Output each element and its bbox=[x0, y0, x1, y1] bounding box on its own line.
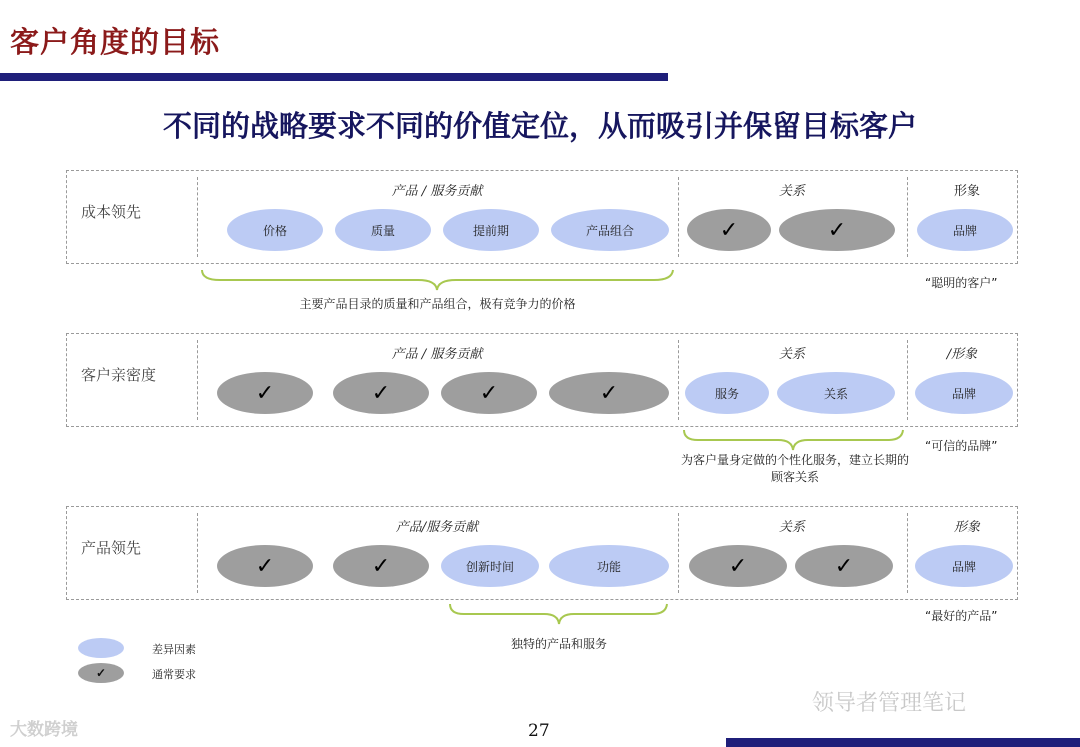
section-header-relation: 关系 bbox=[778, 347, 805, 362]
panel-quote: “最好的产品” bbox=[925, 609, 998, 623]
title-underline-bar bbox=[0, 73, 668, 81]
factor-pill: 提前期 bbox=[443, 209, 539, 251]
strategy-label: 产品领先 bbox=[81, 539, 142, 557]
checkmark-pill: ✓ bbox=[217, 372, 313, 414]
section-header-image: 形象 bbox=[953, 520, 980, 535]
strategy-label: 客户亲密度 bbox=[81, 366, 157, 384]
panel-note: 独特的产品和服务 bbox=[510, 637, 607, 651]
factor-pill: 品牌 bbox=[915, 372, 1013, 414]
divider bbox=[907, 177, 908, 257]
checkmark-pill: ✓ bbox=[441, 372, 537, 414]
checkmark-pill: ✓ bbox=[333, 545, 429, 587]
divider bbox=[678, 340, 679, 420]
section-header-image: 形象 bbox=[953, 184, 980, 199]
legend-diff-label: 差异因素 bbox=[152, 643, 196, 656]
checkmark-pill: ✓ bbox=[217, 545, 313, 587]
checkmark-pill: ✓ bbox=[779, 209, 895, 251]
bracket-icon bbox=[200, 268, 675, 292]
divider bbox=[197, 177, 198, 257]
note-line: 顾客关系 bbox=[770, 470, 819, 484]
bracket-icon bbox=[448, 602, 670, 626]
factor-pill: 关系 bbox=[777, 372, 895, 414]
legend-common-swatch: ✓ bbox=[78, 663, 124, 683]
panel-note bbox=[660, 452, 930, 486]
section-header-relation: 关系 bbox=[778, 184, 805, 199]
factor-pill: 产品组合 bbox=[551, 209, 669, 251]
checkmark-pill: ✓ bbox=[333, 372, 429, 414]
section-header-image: /形象 bbox=[946, 347, 978, 362]
watermark-left: 大数跨境 bbox=[10, 720, 78, 740]
checkmark-pill: ✓ bbox=[795, 545, 893, 587]
factor-pill: 质量 bbox=[335, 209, 431, 251]
panel-customer-intimacy bbox=[66, 333, 1018, 427]
footer-bar bbox=[726, 738, 1080, 747]
note-line: 为客户量身定做的个性化服务，建立长期的 bbox=[680, 453, 909, 467]
checkmark-pill: ✓ bbox=[549, 372, 669, 414]
panel-quote: “可信的品牌” bbox=[925, 439, 998, 453]
factor-pill: 品牌 bbox=[917, 209, 1013, 251]
section-header-relation: 关系 bbox=[778, 520, 805, 535]
legend-common-label: 通常要求 bbox=[152, 668, 196, 681]
section-header-product: 产品 / 服务贡献 bbox=[391, 184, 483, 199]
slide-title: 客户角度的目标 bbox=[10, 25, 221, 59]
watermark-right: 领导者管理笔记 bbox=[812, 691, 967, 716]
divider bbox=[907, 513, 908, 593]
divider bbox=[197, 513, 198, 593]
panel-cost-leadership bbox=[66, 170, 1018, 264]
section-header-product: 产品/服务贡献 bbox=[395, 520, 479, 535]
divider bbox=[197, 340, 198, 420]
panel-note: 主要产品目录的质量和产品组合，极有竞争力的价格 bbox=[299, 297, 576, 311]
bracket-icon bbox=[682, 428, 906, 452]
panel-quote: “聪明的客户” bbox=[925, 276, 998, 290]
checkmark-pill: ✓ bbox=[687, 209, 771, 251]
divider bbox=[907, 340, 908, 420]
page-number: 27 bbox=[528, 721, 550, 741]
legend-diff-swatch bbox=[78, 638, 124, 658]
strategy-label: 成本领先 bbox=[81, 203, 142, 221]
panel-product-leadership bbox=[66, 506, 1018, 600]
factor-pill: 价格 bbox=[227, 209, 323, 251]
factor-pill: 品牌 bbox=[915, 545, 1013, 587]
factor-pill: 服务 bbox=[685, 372, 769, 414]
divider bbox=[678, 177, 679, 257]
factor-pill: 功能 bbox=[549, 545, 669, 587]
slide-subtitle: 不同的战略要求不同的价值定位，从而吸引并保留目标客户 bbox=[162, 109, 917, 143]
factor-pill: 创新时间 bbox=[441, 545, 539, 587]
checkmark-pill: ✓ bbox=[689, 545, 787, 587]
section-header-product: 产品 / 服务贡献 bbox=[391, 347, 483, 362]
divider bbox=[678, 513, 679, 593]
